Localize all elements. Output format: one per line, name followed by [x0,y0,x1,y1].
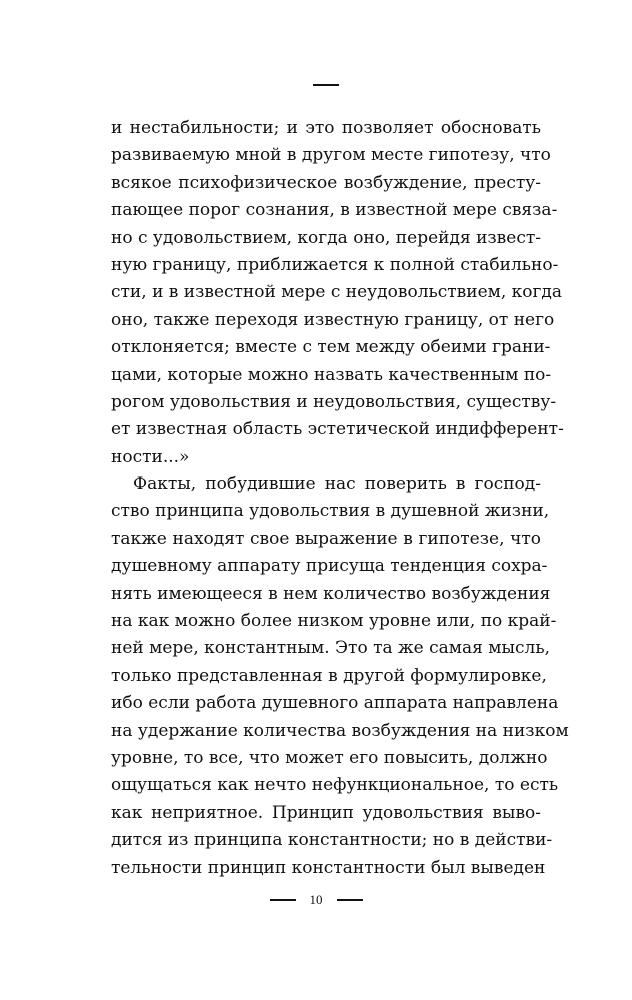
text-line: нять имеющееся в нем количество возбуждения [111,583,551,604]
text-line: развиваемую мной в другом месте гипотезу, что [111,145,551,166]
text-line: только представленная в другой формулировке, [111,665,547,686]
text-line: ибо если работа душевного аппарата направлена [111,693,559,714]
text-line: цами, которые можно назвать качественным по- [111,364,552,385]
page-number: 10 [309,892,323,907]
text-line: пающее порог сознания, в известной мере связа- [111,200,558,221]
body-text [111,115,569,882]
text-line: отклоняется; вместе с тем между обеими грани- [111,337,551,358]
text-line: также находят свое выражение в гипотезе, что [111,528,541,549]
text-line: сти, и в известной мере с неудовольствием, когда [111,282,563,303]
text-line: но с удовольствием, когда оно, перейдя извест- [111,227,541,248]
paragraph-start-line: Факты, побудившие нас поверить в господ- [133,474,541,495]
text-line: всякое психофизическое возбуждение, престу- [111,172,541,193]
text-line: уровне, то все, что может его повысить, должно [111,747,548,768]
text-line: ет известная область эстетической индифферент- [111,419,564,440]
text-line: как неприятное. Принцип удовольствия выво- [111,802,541,823]
text-line: и нестабильности; и это позволяет обосновать [111,118,541,138]
text-line: ощущаться как нечто нефункциональное, то есть [111,775,559,796]
text-line: ную границу, приближается к полной стабильно- [111,254,559,275]
text-line: рогом удовольствия и неудовольствия, существу- [111,391,557,412]
top-rule [313,84,339,86]
text-line: тельности принцип константности был выведен [111,857,546,878]
text-line: оно, также переходя известную границу, от него [111,309,555,330]
text-line: на как можно более низком уровне или, по край- [111,611,557,632]
paragraph-end-line: ности...» [111,446,190,467]
text-line: душевному аппарату присуща тенденция сохра- [111,556,548,577]
footer-dash-left [270,899,296,901]
text-line: ней мере, константным. Это та же самая мысль, [111,638,551,659]
text-line: ство принципа удовольствия в душевной жизни, [111,501,550,522]
text-line: на удержание количества возбуждения на низком [111,720,569,741]
footer-dash-right [337,899,363,901]
text-line: дится из принципа константности; но в действи- [111,830,553,851]
page-footer [0,890,632,910]
